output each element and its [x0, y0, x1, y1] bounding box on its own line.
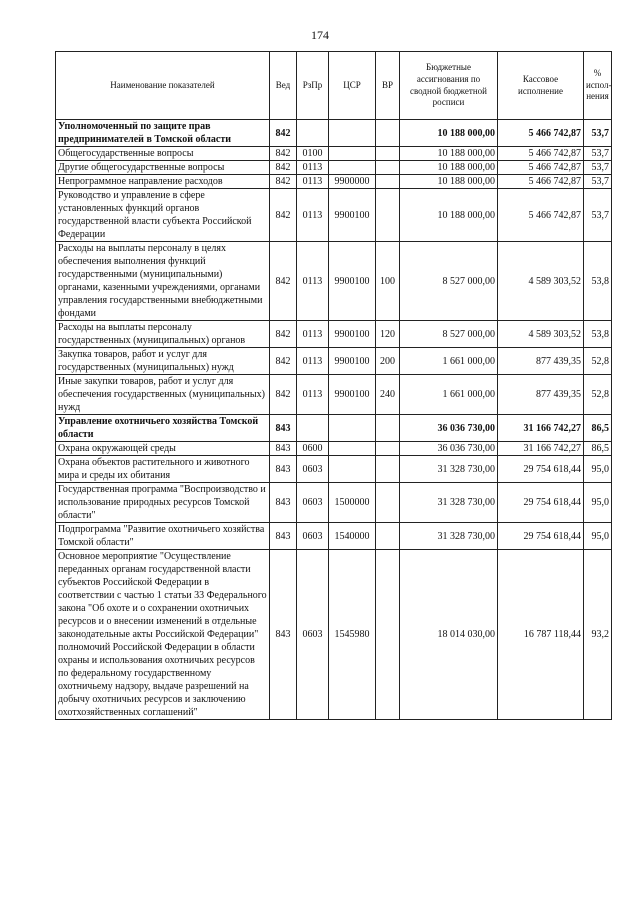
row-name: Уполномоченный по защите прав предпринимателей в Томской области [56, 120, 270, 147]
row-ved: 843 [270, 483, 297, 523]
row-ved: 843 [270, 523, 297, 550]
table-row [56, 120, 612, 147]
row-ved: 842 [270, 348, 297, 375]
table-row [56, 321, 612, 348]
row-csr: 9900100 [329, 375, 376, 415]
table-row [56, 456, 612, 483]
row-rzpr: 0100 [297, 147, 329, 161]
header-csr: ЦСР [329, 52, 376, 120]
row-pct: 95,0 [584, 523, 612, 550]
row-ved: 842 [270, 321, 297, 348]
row-vr: 100 [376, 242, 400, 321]
row-rzpr: 0113 [297, 321, 329, 348]
row-name: Непрограммное направление расходов [56, 175, 270, 189]
row-csr: 9900100 [329, 348, 376, 375]
row-vr [376, 147, 400, 161]
table-row [56, 348, 612, 375]
row-rzpr: 0113 [297, 348, 329, 375]
row-rzpr [297, 415, 329, 442]
row-name: Подпрограмма "Развитие охотничьего хозяйства Томской области" [56, 523, 270, 550]
table-row [56, 242, 612, 321]
header-rzpr: РзПр [297, 52, 329, 120]
row-rzpr: 0600 [297, 442, 329, 456]
header-ved: Вед [270, 52, 297, 120]
row-vr [376, 189, 400, 242]
row-ved: 843 [270, 550, 297, 720]
row-pct: 93,2 [584, 550, 612, 720]
header-cash: Кассовое исполнение [498, 52, 584, 120]
row-csr: 9900100 [329, 189, 376, 242]
row-ved: 843 [270, 456, 297, 483]
row-budget: 31 328 730,00 [400, 523, 498, 550]
row-pct: 53,7 [584, 189, 612, 242]
row-cash: 29 754 618,44 [498, 456, 584, 483]
row-ved: 843 [270, 415, 297, 442]
header-budget: Бюджетные ассигнования по сводной бюджетной росписи [400, 52, 498, 120]
row-budget: 10 188 000,00 [400, 161, 498, 175]
row-vr [376, 483, 400, 523]
row-pct: 52,8 [584, 348, 612, 375]
table-row [56, 161, 612, 175]
row-pct: 53,7 [584, 175, 612, 189]
row-budget: 31 328 730,00 [400, 456, 498, 483]
row-vr [376, 415, 400, 442]
row-vr [376, 550, 400, 720]
row-cash: 5 466 742,87 [498, 147, 584, 161]
row-ved: 842 [270, 120, 297, 147]
page-number: 174 [311, 28, 329, 42]
row-csr: 1540000 [329, 523, 376, 550]
row-pct: 53,8 [584, 321, 612, 348]
row-budget: 8 527 000,00 [400, 242, 498, 321]
row-cash: 877 439,35 [498, 375, 584, 415]
row-cash: 29 754 618,44 [498, 483, 584, 523]
budget-execution-table [55, 51, 612, 720]
row-budget: 18 014 030,00 [400, 550, 498, 720]
row-budget: 10 188 000,00 [400, 189, 498, 242]
row-cash: 4 589 303,52 [498, 242, 584, 321]
row-rzpr: 0113 [297, 175, 329, 189]
row-cash: 4 589 303,52 [498, 321, 584, 348]
row-rzpr [297, 120, 329, 147]
header-pct: % испол-нения [584, 52, 612, 120]
row-ved: 842 [270, 189, 297, 242]
row-budget: 10 188 000,00 [400, 147, 498, 161]
row-cash: 31 166 742,27 [498, 442, 584, 456]
row-rzpr: 0603 [297, 523, 329, 550]
row-vr [376, 456, 400, 483]
row-csr [329, 120, 376, 147]
row-csr: 9900100 [329, 242, 376, 321]
row-budget: 10 188 000,00 [400, 120, 498, 147]
row-vr [376, 175, 400, 189]
row-vr [376, 161, 400, 175]
row-pct: 53,7 [584, 161, 612, 175]
row-pct: 86,5 [584, 442, 612, 456]
row-name: Общегосударственные вопросы [56, 147, 270, 161]
row-cash: 877 439,35 [498, 348, 584, 375]
row-csr: 9900000 [329, 175, 376, 189]
row-budget: 1 661 000,00 [400, 375, 498, 415]
row-ved: 843 [270, 442, 297, 456]
header-vr: ВР [376, 52, 400, 120]
row-pct: 95,0 [584, 483, 612, 523]
row-csr [329, 161, 376, 175]
row-rzpr: 0113 [297, 375, 329, 415]
row-budget: 36 036 730,00 [400, 442, 498, 456]
row-csr [329, 147, 376, 161]
row-vr [376, 523, 400, 550]
table-row [56, 483, 612, 523]
row-budget: 8 527 000,00 [400, 321, 498, 348]
row-cash: 5 466 742,87 [498, 161, 584, 175]
row-name: Руководство и управление в сфере установленных функций органов государственной власти субъекта Российской Федерации [56, 189, 270, 242]
row-vr [376, 442, 400, 456]
row-budget: 10 188 000,00 [400, 175, 498, 189]
row-name: Государственная программа "Воспроизводство и использование природных ресурсов Томской области" [56, 483, 270, 523]
row-ved: 842 [270, 175, 297, 189]
row-csr: 1545980 [329, 550, 376, 720]
row-pct: 86,5 [584, 415, 612, 442]
table-row [56, 523, 612, 550]
row-budget: 36 036 730,00 [400, 415, 498, 442]
row-ved: 842 [270, 161, 297, 175]
row-cash: 5 466 742,87 [498, 120, 584, 147]
row-csr: 1500000 [329, 483, 376, 523]
row-pct: 52,8 [584, 375, 612, 415]
row-ved: 842 [270, 375, 297, 415]
row-vr [376, 120, 400, 147]
row-name: Основное мероприятие "Осуществление переданных органам государственной власти субъектов Российской Федерации в соответствии с частью 1 статьи 33 Федерального закона "Об охоте и о сохранении охотничьих ресурсов и о внесении изменений в отдельные законодательные акты Российской Федерации" полномочий Российской Федерации в области охраны и использования охотничьих ресурсов по федеральному государственному охотничьему надзору, выдаче разрешений на добычу охотничьих ресурсов и заключению охотхозяйственных соглашений" [56, 550, 270, 720]
row-csr [329, 456, 376, 483]
table-row [56, 415, 612, 442]
row-name: Охрана окружающей среды [56, 442, 270, 456]
row-name: Расходы на выплаты персоналу в целях обеспечения выполнения функций государственными (муниципальными) органами, казенными учреждениями, органами управления государственными внебюджетными фондами [56, 242, 270, 321]
header-name: Наименование показателей [56, 52, 270, 120]
table-row [56, 442, 612, 456]
row-cash: 16 787 118,44 [498, 550, 584, 720]
row-name: Расходы на выплаты персоналу государственных (муниципальных) органов [56, 321, 270, 348]
row-ved: 842 [270, 147, 297, 161]
row-budget: 1 661 000,00 [400, 348, 498, 375]
row-csr [329, 442, 376, 456]
row-budget: 31 328 730,00 [400, 483, 498, 523]
row-vr: 120 [376, 321, 400, 348]
table-row [56, 189, 612, 242]
table-row [56, 375, 612, 415]
row-name: Иные закупки товаров, работ и услуг для обеспечения государственных (муниципальных) нужд [56, 375, 270, 415]
row-rzpr: 0113 [297, 161, 329, 175]
row-pct: 95,0 [584, 456, 612, 483]
row-name: Охрана объектов растительного и животного мира и среды их обитания [56, 456, 270, 483]
row-name: Управление охотничьего хозяйства Томской области [56, 415, 270, 442]
row-name: Закупка товаров, работ и услуг для государственных (муниципальных) нужд [56, 348, 270, 375]
row-csr: 9900100 [329, 321, 376, 348]
row-pct: 53,8 [584, 242, 612, 321]
header-row [56, 52, 612, 120]
row-rzpr: 0603 [297, 550, 329, 720]
row-csr [329, 415, 376, 442]
table-row [56, 175, 612, 189]
row-pct: 53,7 [584, 120, 612, 147]
table-row [56, 147, 612, 161]
table-row [56, 550, 612, 720]
row-name: Другие общегосударственные вопросы [56, 161, 270, 175]
row-vr: 240 [376, 375, 400, 415]
row-rzpr: 0113 [297, 242, 329, 321]
row-rzpr: 0603 [297, 483, 329, 523]
row-rzpr: 0113 [297, 189, 329, 242]
row-cash: 29 754 618,44 [498, 523, 584, 550]
row-cash: 5 466 742,87 [498, 189, 584, 242]
row-pct: 53,7 [584, 147, 612, 161]
row-cash: 5 466 742,87 [498, 175, 584, 189]
row-rzpr: 0603 [297, 456, 329, 483]
row-cash: 31 166 742,27 [498, 415, 584, 442]
row-vr: 200 [376, 348, 400, 375]
row-ved: 842 [270, 242, 297, 321]
